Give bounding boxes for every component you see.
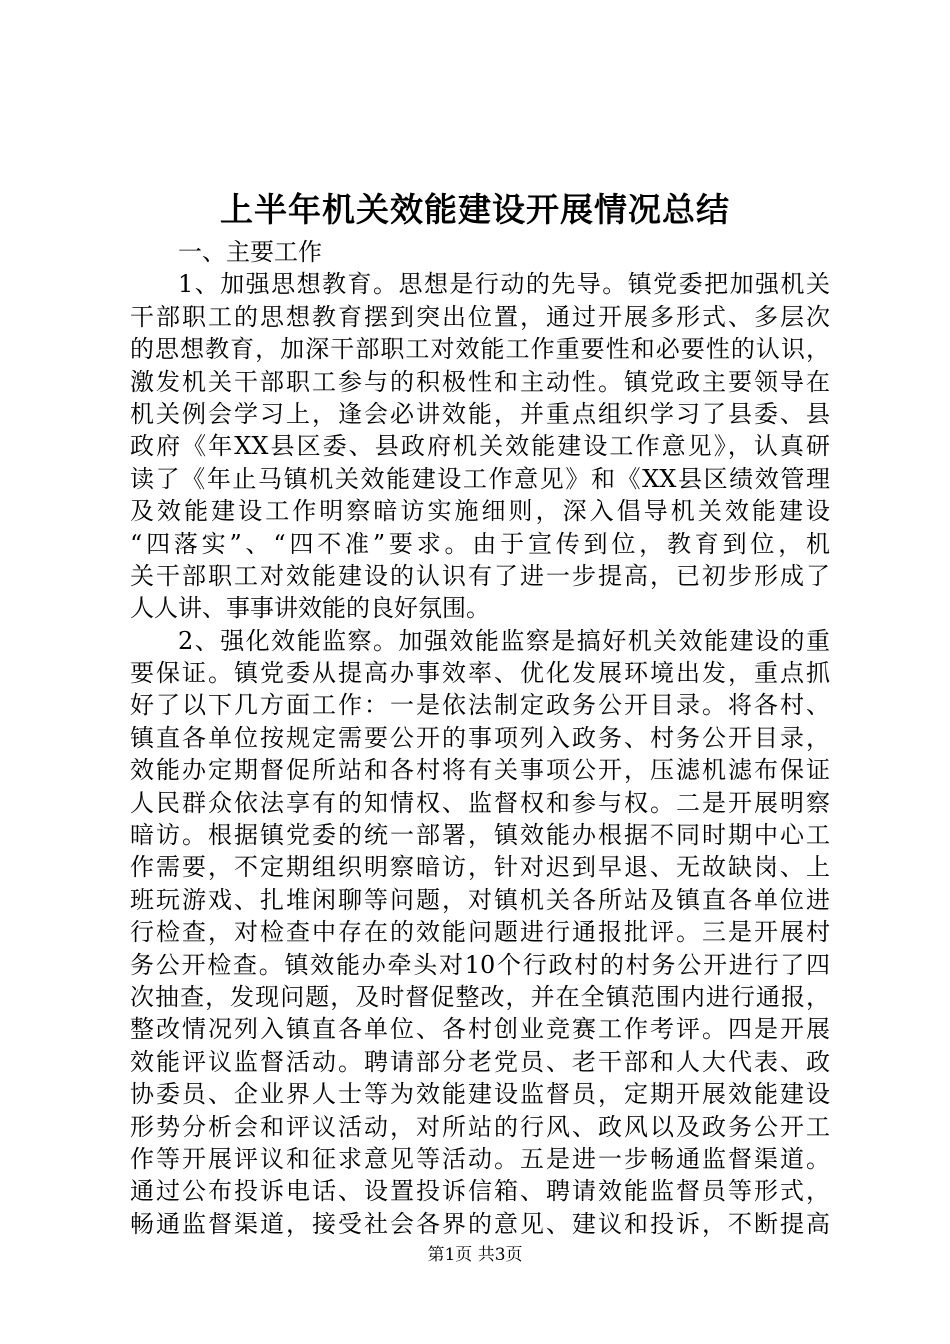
paragraph-line: 作需要，不定期组织明察暗访，针对迟到早退、无故缺岗、上 — [130, 853, 830, 882]
paragraph-line: 激发机关干部职工参与的积极性和主动性。镇党政主要领导在 — [130, 367, 830, 396]
paragraph-line: 整改情况列入镇直各单位、各村创业竞赛工作考评。四是开展 — [130, 1015, 830, 1044]
paragraph-line: 形势分析会和评议活动，对所站的行风、政风以及政务公开工 — [130, 1112, 830, 1141]
paragraph-line: 及效能建设工作明察暗访实施细则，深入倡导机关效能建设 — [130, 497, 830, 526]
paragraph-line: 暗访。根据镇党委的统一部署，镇效能办根据不同时期中心工 — [130, 821, 830, 850]
paragraph-line: 1、加强思想教育。思想是行动的先导。镇党委把加强机关 — [178, 270, 830, 299]
paragraph-line: 要保证。镇党委从提高办事效率、优化发展环境出发，重点抓 — [130, 659, 830, 688]
paragraph-line: 人民群众依法享有的知情权、监督权和参与权。二是开展明察 — [130, 788, 830, 817]
page-footer: 第1页 共3页 — [427, 1245, 523, 1265]
paragraph-line: 作等开展评议和征求意见等活动。五是进一步畅通监督渠道。 — [130, 1144, 830, 1173]
paragraph-line: 好了以下几方面工作：一是依法制定政务公开目录。将各村、 — [130, 691, 830, 720]
paragraph-line: 关干部职工对效能建设的认识有了进一步提高，已初步形成了 — [130, 561, 830, 590]
paragraph-line: 读了《年止马镇机关效能建设工作意见》和《XX县区绩效管理 — [130, 464, 830, 493]
paragraph-line: 2、强化效能监察。加强效能监察是搞好机关效能建设的重 — [178, 626, 830, 655]
paragraph-line: 政府《年XX县区委、县政府机关效能建设工作意见》，认真研 — [130, 432, 830, 461]
paragraph-line: 人人讲、事事讲效能的良好氛围。 — [130, 594, 490, 623]
section-heading: 一、主要工作 — [178, 238, 322, 266]
paragraph-line: 机关例会学习上，逢会必讲效能，并重点组织学习了县委、县 — [130, 399, 830, 428]
paragraph-line: 效能办定期督促所站和各村将有关事项公开，压滤机滤布保证 — [130, 756, 830, 785]
paragraph-line: 的思想教育，加深干部职工对效能工作重要性和必要性的认识， — [130, 335, 830, 364]
paragraph-line: 行检查，对检查中存在的效能问题进行通报批评。三是开展村 — [130, 918, 830, 947]
paragraph-line: 镇直各单位按规定需要公开的事项列入政务、村务公开目录， — [130, 723, 830, 752]
paragraph-line: 次抽查，发现问题，及时督促整改，并在全镇范围内进行通报， — [130, 982, 830, 1011]
paragraph-line: 协委员、企业界人士等为效能建设监督员，定期开展效能建设 — [130, 1080, 830, 1109]
document-title: 上半年机关效能建设开展情况总结 — [220, 190, 730, 229]
paragraph-line: 通过公布投诉电话、设置投诉信箱、聘请效能监督员等形式， — [130, 1177, 830, 1206]
paragraph-line: 务公开检查。镇效能办牵头对10个行政村的村务公开进行了四 — [130, 950, 830, 979]
paragraph-line: 畅通监督渠道，接受社会各界的意见、建议和投诉，不断提高 — [130, 1209, 830, 1238]
document-body — [130, 236, 830, 1240]
paragraph-line: 效能评议监督活动。聘请部分老党员、老干部和人大代表、政 — [130, 1047, 830, 1076]
paragraph-line: 班玩游戏、扎堆闲聊等问题，对镇机关各所站及镇直各单位进 — [130, 885, 830, 914]
paragraph-line: 干部职工的思想教育摆到突出位置，通过开展多形式、多层次 — [130, 302, 830, 331]
paragraph-line: “四落实”、“四不准”要求。由于宣传到位，教育到位，机 — [130, 529, 830, 558]
